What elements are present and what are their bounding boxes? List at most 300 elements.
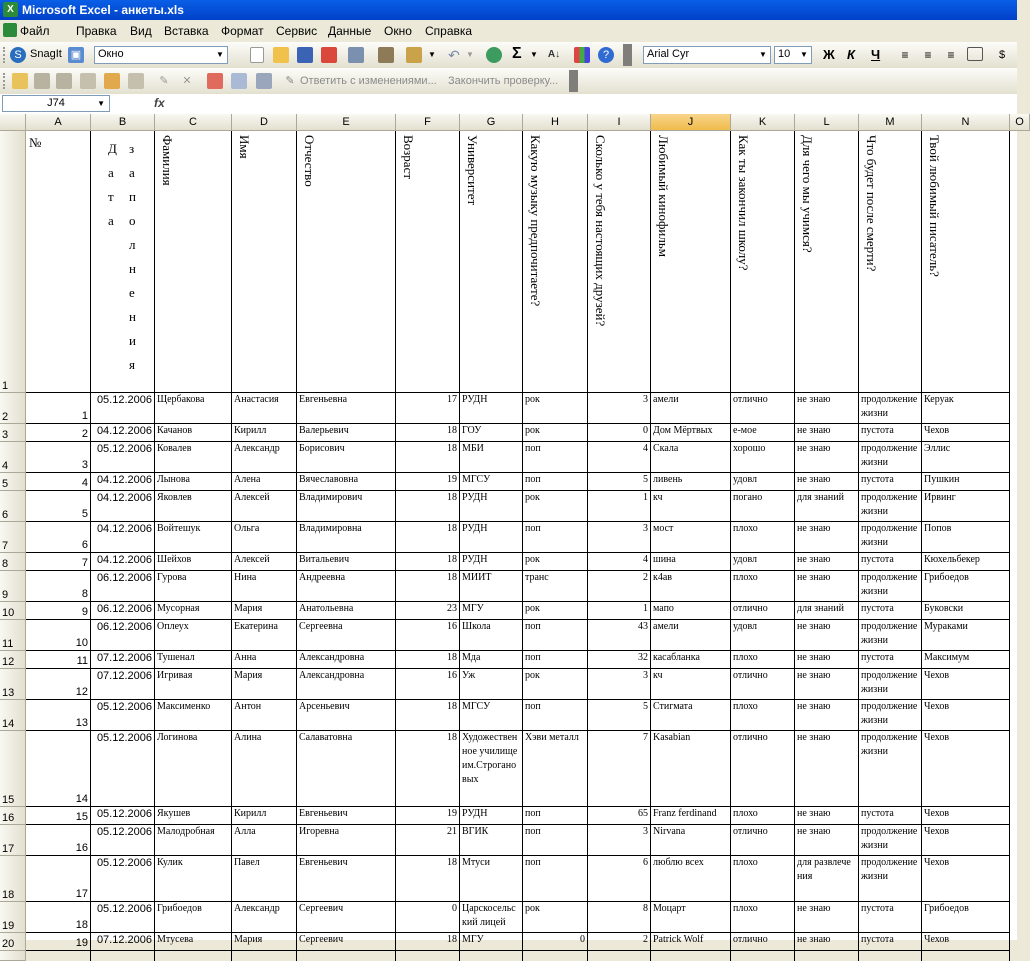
cell-c7[interactable]: Войтешук (155, 522, 232, 553)
cell-l5[interactable]: не знаю (795, 473, 859, 491)
cell-h2[interactable]: рок (523, 393, 588, 424)
cell-e13[interactable]: Александровна (297, 669, 396, 700)
cell-i10[interactable]: 1 (588, 602, 651, 620)
cell-e17[interactable]: Игоревна (297, 825, 396, 856)
cell-e14[interactable]: Арсеньевич (297, 700, 396, 731)
cell-k4[interactable]: хорошо (731, 442, 795, 473)
cell-f19[interactable]: 0 (396, 902, 460, 933)
cell-m4[interactable]: продолжение жизни (859, 442, 922, 473)
paste-icon[interactable] (406, 47, 422, 63)
row-header[interactable]: 2 (0, 393, 26, 424)
cell-k20[interactable]: отлично (731, 933, 795, 951)
header-cell-l[interactable] (795, 131, 859, 393)
cell-b4[interactable]: 05.12.2006 (91, 442, 155, 473)
cell-i6[interactable]: 1 (588, 491, 651, 522)
cell-g9[interactable]: МИИТ (460, 571, 523, 602)
cell-n7[interactable]: Попов (922, 522, 1010, 553)
cell-d6[interactable]: Алексей (232, 491, 297, 522)
cell-e8[interactable]: Витальевич (297, 553, 396, 571)
cell-empty[interactable] (651, 951, 731, 961)
cell-j8[interactable]: шина (651, 553, 731, 571)
toolbar-options-icon[interactable] (623, 44, 632, 66)
cell-n6[interactable]: Ирвинг (922, 491, 1010, 522)
cell-empty[interactable] (155, 951, 232, 961)
cell-j19[interactable]: Моцарт (651, 902, 731, 933)
cell-g10[interactable]: МГУ (460, 602, 523, 620)
cell-k6[interactable]: погано (731, 491, 795, 522)
cell-c18[interactable]: Кулик (155, 856, 232, 902)
cell-g2[interactable]: РУДН (460, 393, 523, 424)
cell-b6[interactable]: 04.12.2006 (91, 491, 155, 522)
cell-b8[interactable]: 04.12.2006 (91, 553, 155, 571)
cell-c13[interactable]: Игривая (155, 669, 232, 700)
row-header[interactable] (0, 951, 26, 961)
cell-c20[interactable]: Мтусева (155, 933, 232, 951)
row-header[interactable]: 3 (0, 424, 26, 442)
cell-l16[interactable]: не знаю (795, 807, 859, 825)
cell-d11[interactable]: Екатерина (232, 620, 297, 651)
cell-e5[interactable]: Вячеславовна (297, 473, 396, 491)
cell-b16[interactable]: 05.12.2006 (91, 807, 155, 825)
permission-icon[interactable] (321, 47, 337, 63)
cell-empty[interactable] (588, 951, 651, 961)
header-cell-j[interactable] (651, 131, 731, 393)
cell-e9[interactable]: Андреевна (297, 571, 396, 602)
cell-e18[interactable]: Евгеньевич (297, 856, 396, 902)
align-left-icon[interactable]: ≡ (901, 48, 909, 62)
cell-n10[interactable]: Буковски (922, 602, 1010, 620)
cell-j18[interactable]: люблю всех (651, 856, 731, 902)
worksheet-grid[interactable] (0, 114, 1024, 950)
show-all-comments-icon[interactable] (128, 73, 144, 89)
toolbar-grip[interactable] (3, 47, 8, 63)
cell-j3[interactable]: Дом Мёртвых (651, 424, 731, 442)
row-header[interactable]: 14 (0, 700, 26, 731)
cell-b5[interactable]: 04.12.2006 (91, 473, 155, 491)
chevron-down-icon[interactable]: ▼ (428, 50, 436, 59)
cell-h13[interactable]: рок (523, 669, 588, 700)
cell-g6[interactable]: РУДН (460, 491, 523, 522)
column-header-m[interactable]: M (859, 114, 922, 131)
cell-l4[interactable]: не знаю (795, 442, 859, 473)
font-name-combo[interactable] (643, 46, 771, 64)
cell-n18[interactable]: Чехов (922, 856, 1010, 902)
column-header-i[interactable]: I (588, 114, 651, 131)
cell-m7[interactable]: продолжение жизни (859, 522, 922, 553)
cell-k12[interactable]: плохо (731, 651, 795, 669)
cell-b10[interactable]: 06.12.2006 (91, 602, 155, 620)
cell-h19[interactable]: рок (523, 902, 588, 933)
cell-i13[interactable]: 3 (588, 669, 651, 700)
cell-e11[interactable]: Сергеевна (297, 620, 396, 651)
cell-d15[interactable]: Алина (232, 731, 297, 807)
cell-l6[interactable]: для знаний (795, 491, 859, 522)
cell-g3[interactable]: ГОУ (460, 424, 523, 442)
row-header[interactable]: 18 (0, 856, 26, 902)
cell-d17[interactable]: Алла (232, 825, 297, 856)
update-file-icon[interactable] (231, 73, 247, 89)
cell-f5[interactable]: 19 (396, 473, 460, 491)
cell-c10[interactable]: Мусорная (155, 602, 232, 620)
cell-n9[interactable]: Грибоедов (922, 571, 1010, 602)
currency-icon[interactable]: $ (998, 49, 1006, 61)
cell-e10[interactable]: Анатольевна (297, 602, 396, 620)
hyperlink-icon[interactable] (486, 47, 502, 63)
cell-k15[interactable]: отлично (731, 731, 795, 807)
open-folder-icon[interactable] (273, 47, 289, 63)
row-header[interactable]: 17 (0, 825, 26, 856)
cell-a8[interactable]: 7 (26, 553, 91, 571)
research-icon[interactable] (378, 47, 394, 63)
cell-f20[interactable]: 18 (396, 933, 460, 951)
cell-d16[interactable]: Кирилл (232, 807, 297, 825)
cell-n19[interactable]: Грибоедов (922, 902, 1010, 933)
cell-g16[interactable]: РУДН (460, 807, 523, 825)
cell-k8[interactable]: удовл (731, 553, 795, 571)
cell-empty[interactable] (232, 951, 297, 961)
row-header[interactable]: 9 (0, 571, 26, 602)
header-cell-n[interactable] (922, 131, 1010, 393)
cell-d4[interactable]: Александр (232, 442, 297, 473)
cell-empty[interactable] (396, 951, 460, 961)
cell-k19[interactable]: плохо (731, 902, 795, 933)
cell-f8[interactable]: 18 (396, 553, 460, 571)
cell-n16[interactable]: Чехов (922, 807, 1010, 825)
cell-c9[interactable]: Гурова (155, 571, 232, 602)
header-cell-k[interactable] (731, 131, 795, 393)
header-cell-c[interactable] (155, 131, 232, 393)
cell-j11[interactable]: амели (651, 620, 731, 651)
cell-l14[interactable]: не знаю (795, 700, 859, 731)
cell-i2[interactable]: 3 (588, 393, 651, 424)
cell-n14[interactable]: Чехов (922, 700, 1010, 731)
chevron-down-icon[interactable]: ▼ (800, 50, 808, 59)
chart-wizard-icon[interactable] (574, 47, 590, 63)
cell-c12[interactable]: Тушенал (155, 651, 232, 669)
cell-h14[interactable]: поп (523, 700, 588, 731)
row-header[interactable]: 7 (0, 522, 26, 553)
reply-icon[interactable]: ✎ (285, 75, 295, 87)
cell-f11[interactable]: 16 (396, 620, 460, 651)
cell-h17[interactable]: поп (523, 825, 588, 856)
column-header-f[interactable]: F (396, 114, 460, 131)
cell-b9[interactable]: 06.12.2006 (91, 571, 155, 602)
cell-k11[interactable]: удовл (731, 620, 795, 651)
name-box[interactable] (2, 95, 110, 112)
cell-f14[interactable]: 18 (396, 700, 460, 731)
cell-c17[interactable]: Малодробная (155, 825, 232, 856)
cell-g18[interactable]: Мтуси (460, 856, 523, 902)
window-combo[interactable] (94, 46, 228, 64)
header-cell-b[interactable] (91, 131, 155, 393)
align-right-icon[interactable]: ≡ (947, 48, 955, 62)
menu-item[interactable]: Окно (384, 24, 412, 38)
cell-a15[interactable]: 14 (26, 731, 91, 807)
cell-b3[interactable]: 04.12.2006 (91, 424, 155, 442)
cell-d20[interactable]: Мария (232, 933, 297, 951)
cell-e19[interactable]: Сергеевич (297, 902, 396, 933)
cell-m14[interactable]: продолжение жизни (859, 700, 922, 731)
column-header-l[interactable]: L (795, 114, 859, 131)
cell-m13[interactable]: продолжение жизни (859, 669, 922, 700)
cell-m11[interactable]: продолжение жизни (859, 620, 922, 651)
column-header-n[interactable]: N (922, 114, 1010, 131)
cell-a10[interactable]: 9 (26, 602, 91, 620)
cell-g20[interactable]: МГУ (460, 933, 523, 951)
cell-l3[interactable]: не знаю (795, 424, 859, 442)
cell-m18[interactable]: продолжение жизни (859, 856, 922, 902)
row-header[interactable]: 10 (0, 602, 26, 620)
merge-center-icon[interactable] (967, 47, 983, 61)
cell-j13[interactable]: кч (651, 669, 731, 700)
cell-k16[interactable]: плохо (731, 807, 795, 825)
help-icon[interactable]: ? (598, 47, 614, 63)
cell-f10[interactable]: 23 (396, 602, 460, 620)
cell-i12[interactable]: 32 (588, 651, 651, 669)
cell-a5[interactable]: 4 (26, 473, 91, 491)
delete-comment-icon[interactable]: ✎ (159, 75, 169, 87)
cell-i8[interactable]: 4 (588, 553, 651, 571)
cell-l9[interactable]: не знаю (795, 571, 859, 602)
cell-c6[interactable]: Яковлев (155, 491, 232, 522)
cell-a4[interactable]: 3 (26, 442, 91, 473)
cell-b11[interactable]: 06.12.2006 (91, 620, 155, 651)
cell-n15[interactable]: Чехов (922, 731, 1010, 807)
cell-l17[interactable]: не знаю (795, 825, 859, 856)
cell-n2[interactable]: Керуак (922, 393, 1010, 424)
column-header-o[interactable]: O (1010, 114, 1030, 131)
cell-h9[interactable]: транс (523, 571, 588, 602)
cell-g8[interactable]: РУДН (460, 553, 523, 571)
cell-a16[interactable]: 15 (26, 807, 91, 825)
cell-l20[interactable]: не знаю (795, 933, 859, 951)
cell-n4[interactable]: Эллис (922, 442, 1010, 473)
column-header-j[interactable]: J (651, 114, 731, 131)
undo-icon[interactable]: ↶ (448, 47, 460, 63)
snagit-icon[interactable]: S (10, 47, 26, 63)
cell-f7[interactable]: 18 (396, 522, 460, 553)
new-document-icon[interactable] (250, 47, 264, 63)
row-header[interactable]: 4 (0, 442, 26, 473)
cell-e4[interactable]: Борисович (297, 442, 396, 473)
print-icon[interactable] (348, 47, 364, 63)
cell-n12[interactable]: Максимум (922, 651, 1010, 669)
cell-i3[interactable]: 0 (588, 424, 651, 442)
cell-l2[interactable]: не знаю (795, 393, 859, 424)
cell-l13[interactable]: не знаю (795, 669, 859, 700)
chevron-down-icon[interactable]: ▼ (216, 50, 224, 59)
menu-item[interactable]: Правка (76, 24, 117, 38)
cell-c8[interactable]: Шейхов (155, 553, 232, 571)
cell-j10[interactable]: мапо (651, 602, 731, 620)
previous-comment-icon[interactable] (56, 73, 72, 89)
header-cell-i[interactable] (588, 131, 651, 393)
cell-c15[interactable]: Логинова (155, 731, 232, 807)
cell-g14[interactable]: МГСУ (460, 700, 523, 731)
cell-n11[interactable]: Мураками (922, 620, 1010, 651)
menu-item[interactable]: Файл (20, 24, 50, 38)
cell-b12[interactable]: 07.12.2006 (91, 651, 155, 669)
reply-changes-button[interactable]: Ответить с изменениями... (300, 75, 437, 87)
cell-h15[interactable]: Хэви металл (523, 731, 588, 807)
cell-h6[interactable]: рок (523, 491, 588, 522)
cell-a12[interactable]: 11 (26, 651, 91, 669)
cell-b19[interactable]: 05.12.2006 (91, 902, 155, 933)
cell-j20[interactable]: Patrick Wolf (651, 933, 731, 951)
menu-item[interactable]: Справка (425, 24, 473, 38)
cell-a14[interactable]: 13 (26, 700, 91, 731)
cell-e3[interactable]: Валерьевич (297, 424, 396, 442)
cell-f9[interactable]: 18 (396, 571, 460, 602)
cell-f3[interactable]: 18 (396, 424, 460, 442)
cell-d10[interactable]: Мария (232, 602, 297, 620)
cell-b13[interactable]: 07.12.2006 (91, 669, 155, 700)
cell-c11[interactable]: Оплеух (155, 620, 232, 651)
cell-f13[interactable]: 16 (396, 669, 460, 700)
cell-c16[interactable]: Якушев (155, 807, 232, 825)
cell-m5[interactable]: пустота (859, 473, 922, 491)
cell-h16[interactable]: поп (523, 807, 588, 825)
cell-b14[interactable]: 05.12.2006 (91, 700, 155, 731)
cell-f4[interactable]: 18 (396, 442, 460, 473)
cell-h7[interactable]: поп (523, 522, 588, 553)
row-header[interactable]: 20 (0, 933, 26, 951)
cell-a17[interactable]: 16 (26, 825, 91, 856)
cell-h3[interactable]: рок (523, 424, 588, 442)
cell-n8[interactable]: Кюхельбекер (922, 553, 1010, 571)
row-header[interactable]: 15 (0, 731, 26, 807)
cell-e6[interactable]: Владимирович (297, 491, 396, 522)
cell-i14[interactable]: 5 (588, 700, 651, 731)
menu-item[interactable]: Данные (328, 24, 372, 38)
cell-n17[interactable]: Чехов (922, 825, 1010, 856)
cell-h18[interactable]: поп (523, 856, 588, 902)
folder-icon[interactable] (12, 73, 28, 89)
save-icon[interactable] (297, 47, 313, 63)
cell-empty[interactable] (91, 951, 155, 961)
cell-i16[interactable]: 65 (588, 807, 651, 825)
row-header[interactable]: 6 (0, 491, 26, 522)
cell-j9[interactable]: к4ав (651, 571, 731, 602)
cell-c4[interactable]: Ковалев (155, 442, 232, 473)
cell-c5[interactable]: Лынова (155, 473, 232, 491)
cell-a13[interactable]: 12 (26, 669, 91, 700)
row-header[interactable]: 19 (0, 902, 26, 933)
cell-h10[interactable]: рок (523, 602, 588, 620)
cell-a7[interactable]: 6 (26, 522, 91, 553)
cell-a3[interactable]: 2 (26, 424, 91, 442)
italic-button[interactable]: К (847, 47, 855, 62)
font-size-combo[interactable] (774, 46, 812, 64)
header-cell-g[interactable] (460, 131, 523, 393)
cell-f6[interactable]: 18 (396, 491, 460, 522)
cell-empty[interactable] (731, 951, 795, 961)
cell-h5[interactable]: поп (523, 473, 588, 491)
cell-l8[interactable]: не знаю (795, 553, 859, 571)
cell-m15[interactable]: продолжение жизни (859, 731, 922, 807)
cell-g5[interactable]: МГСУ (460, 473, 523, 491)
header-cell-f[interactable] (396, 131, 460, 393)
cell-g19[interactable]: Царскосельский лицей (460, 902, 523, 933)
cell-g17[interactable]: ВГИК (460, 825, 523, 856)
row-header[interactable]: 16 (0, 807, 26, 825)
cell-j6[interactable]: кч (651, 491, 731, 522)
cell-a18[interactable]: 17 (26, 856, 91, 902)
cell-m3[interactable]: пустота (859, 424, 922, 442)
cell-k7[interactable]: плохо (731, 522, 795, 553)
new-comment-icon[interactable] (34, 73, 50, 89)
reject-icon[interactable]: ✕ (182, 75, 192, 87)
cell-f2[interactable]: 17 (396, 393, 460, 424)
cell-m20[interactable]: пустота (859, 933, 922, 951)
cell-m16[interactable]: пустота (859, 807, 922, 825)
cell-m10[interactable]: пустота (859, 602, 922, 620)
cell-empty[interactable] (523, 951, 588, 961)
header-cell-h[interactable] (523, 131, 588, 393)
cell-j16[interactable]: Franz ferdinand (651, 807, 731, 825)
cell-b2[interactable]: 05.12.2006 (91, 393, 155, 424)
cell-c3[interactable]: Качанов (155, 424, 232, 442)
send-icon[interactable] (256, 73, 272, 89)
excel-doc-icon[interactable] (3, 23, 17, 37)
cell-n5[interactable]: Пушкин (922, 473, 1010, 491)
cell-m19[interactable]: пустота (859, 902, 922, 933)
cell-h20[interactable]: 0 (523, 933, 588, 951)
cell-g13[interactable]: Уж (460, 669, 523, 700)
cell-h4[interactable]: поп (523, 442, 588, 473)
cell-m17[interactable]: продолжение жизни (859, 825, 922, 856)
column-header-e[interactable]: E (297, 114, 396, 131)
cell-m12[interactable]: пустота (859, 651, 922, 669)
cell-g12[interactable]: Мда (460, 651, 523, 669)
show-comment-icon[interactable] (104, 73, 120, 89)
cell-i17[interactable]: 3 (588, 825, 651, 856)
cell-c14[interactable]: Максименко (155, 700, 232, 731)
cell-f16[interactable]: 19 (396, 807, 460, 825)
cell-n3[interactable]: Чехов (922, 424, 1010, 442)
row-header[interactable]: 5 (0, 473, 26, 491)
cell-l10[interactable]: для знаний (795, 602, 859, 620)
cell-a19[interactable]: 18 (26, 902, 91, 933)
fx-icon[interactable]: fx (154, 96, 165, 110)
cell-d8[interactable]: Алексей (232, 553, 297, 571)
cell-f12[interactable]: 18 (396, 651, 460, 669)
cell-empty[interactable] (795, 951, 859, 961)
cell-e15[interactable]: Салаватовна (297, 731, 396, 807)
cell-e20[interactable]: Сергеевич (297, 933, 396, 951)
track-changes-icon[interactable] (207, 73, 223, 89)
column-header-a[interactable]: A (26, 114, 91, 131)
menu-item[interactable]: Вставка (164, 24, 209, 38)
cell-e16[interactable]: Евгеньевич (297, 807, 396, 825)
cell-empty[interactable] (460, 951, 523, 961)
cell-i4[interactable]: 4 (588, 442, 651, 473)
cell-e2[interactable]: Евгеньевна (297, 393, 396, 424)
cell-empty[interactable] (922, 951, 1010, 961)
cell-k10[interactable]: отлично (731, 602, 795, 620)
toolbar-options-icon[interactable] (569, 70, 578, 92)
cell-j14[interactable]: Стигмата (651, 700, 731, 731)
cell-c19[interactable]: Грибоедов (155, 902, 232, 933)
cell-d7[interactable]: Ольга (232, 522, 297, 553)
header-cell-e[interactable] (297, 131, 396, 393)
cell-k13[interactable]: отлично (731, 669, 795, 700)
header-cell-d[interactable] (232, 131, 297, 393)
header-cell-m[interactable] (859, 131, 922, 393)
cell-d5[interactable]: Алена (232, 473, 297, 491)
cell-a9[interactable]: 8 (26, 571, 91, 602)
select-all-corner[interactable] (0, 114, 26, 131)
